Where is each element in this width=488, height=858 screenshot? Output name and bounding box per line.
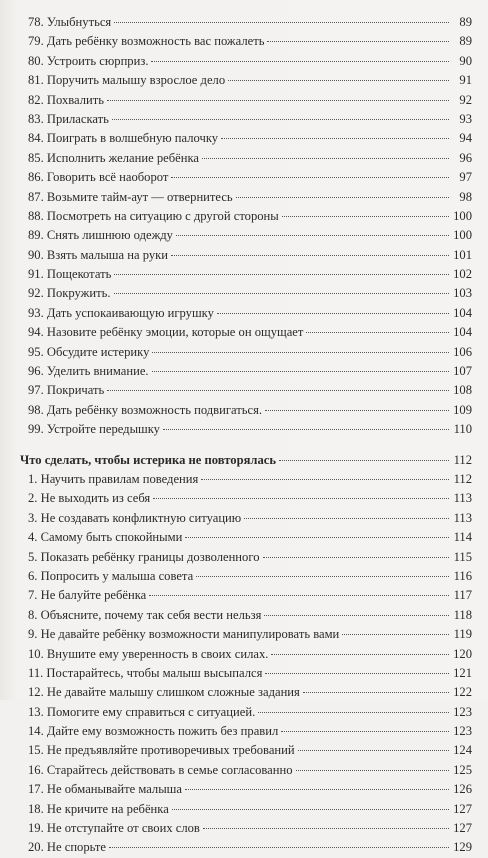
dot-leader [217,312,449,314]
toc-entry [20,362,472,381]
section-page-number: 112 [453,452,472,467]
toc-entry [20,420,472,439]
dot-leader [267,40,449,42]
toc-entry [20,645,472,664]
toc-entry-page-number: 103 [453,286,472,301]
toc-entry-page-number: 119 [453,627,472,642]
toc-entry-title: 99. Устройте передышку [28,422,160,437]
toc-entry [20,722,472,741]
toc-entry-title: 15. Не предъявляйте противоречивых требований [28,743,295,758]
toc-entry-title: 87. Возьмите тайм-аут — отвернитесь [28,189,233,204]
dot-leader [114,273,449,275]
toc-entry [20,323,472,342]
dot-leader [196,575,449,577]
toc-entry-title: 3. Не создавать конфликтную ситуацию [28,510,242,525]
toc-entry-title: 80. Устроить сюрприз. [28,53,149,68]
cropped-page-number [214,692,264,700]
toc-entry-page-number: 90 [459,53,472,68]
toc-entry-page-number: 92 [459,92,472,107]
dot-leader [151,60,449,62]
section-gap [20,440,472,451]
toc-entry-page-number: 113 [453,510,472,525]
toc-entry-page-number: 102 [453,267,472,282]
dot-leader [202,157,449,159]
dot-leader [185,788,449,790]
toc-entry [20,567,472,586]
toc-entry-page-number: 97 [459,170,472,185]
toc-entry-title: 97. Покричать [28,383,105,398]
toc-entry-title: 79. Дать ребёнку возможность вас пожалеть [28,34,265,49]
toc-entry-title: 6. Попросить у малыша совета [28,568,194,583]
toc-entry-page-number: 104 [453,325,472,340]
toc-entry [20,246,472,265]
toc-entry-title: 96. Уделить внимание. [28,364,149,379]
dot-leader [114,292,450,294]
toc-entry-page-number: 106 [453,344,472,359]
section-title: Что сделать, чтобы истерика не повторялась [20,452,276,467]
dot-leader [176,234,449,236]
toc-entry-title: 14. Дайте ему возможность пожить без правил [28,724,279,739]
toc-entry [20,207,472,226]
dot-leader [114,21,449,23]
dot-leader [279,459,449,461]
toc-entry [20,91,472,110]
toc-entry-title: 85. Исполнить желание ребёнка [28,150,199,165]
toc-entry-title: 2. Не выходить из себя [28,491,151,506]
toc-entry-page-number: 126 [453,782,472,797]
toc-list-part2 [20,470,472,858]
toc-entry-page-number: 129 [453,840,472,855]
toc-entry [20,129,472,148]
toc-entry-page-number: 117 [453,588,472,603]
toc-entry-page-number: 116 [453,568,472,583]
toc-entry [20,800,472,819]
dot-leader [281,730,449,732]
toc-entry-page-number: 123 [453,724,472,739]
toc-entry [20,188,472,207]
toc-entry-title: 5. Показать ребёнку границы дозволенного [28,549,260,564]
toc-section-heading [20,451,472,470]
toc-entry-page-number: 94 [459,131,472,146]
toc-entry-title: 20. Не спорьте [28,840,107,855]
toc-entry-page-number: 89 [459,15,472,29]
toc-entry-title: 98. Дать ребёнку возможность подвигаться. [28,402,263,417]
toc-entry [20,586,472,605]
toc-entry [20,381,472,400]
dot-leader [107,389,449,391]
dot-leader [185,536,449,538]
dot-leader [342,633,449,635]
toc-entry-page-number: 127 [453,801,472,816]
toc-entry [20,819,472,838]
toc-entry [20,664,472,683]
toc-entry-page-number: 89 [459,34,472,49]
toc-entry-title: 81. Поручить малышу взрослое дело [28,73,226,88]
dot-leader [265,409,449,411]
toc-entry-title: 88. Посмотреть на ситуацию с другой стороны [28,208,279,223]
dot-leader [228,79,449,81]
dot-leader [271,653,449,655]
dot-leader [152,370,449,372]
toc-entry-page-number: 113 [453,491,472,506]
toc-entry [20,71,472,90]
dot-leader [298,749,449,751]
toc-entry-page-number: 96 [459,150,472,165]
toc-entry-title: 83. Приласкать [28,111,109,126]
toc-entry-title: 95. Обсудите истерику [28,344,150,359]
toc-entry-title: 93. Дать успокаивающую игрушку [28,305,214,320]
dot-leader [149,594,449,596]
toc-entry-title: 10. Внушите ему уверенность в своих силах. [28,646,269,661]
dot-leader [282,215,449,217]
toc-entry-page-number: 112 [453,471,472,486]
toc-entry [20,548,472,567]
toc-entry [20,741,472,760]
toc-entry-page-number: 114 [453,530,472,545]
toc-entry-title: 78. Улыбнуться [28,15,112,29]
dot-leader [221,137,449,139]
dot-leader [263,556,450,558]
toc-entry [20,343,472,362]
toc-entry [20,149,472,168]
toc-entry-page-number: 115 [453,549,472,564]
toc-entry-page-number: 124 [453,743,472,758]
toc-entry-title: 17. Не обманывайте малыша [28,782,182,797]
toc-entry-page-number: 121 [453,665,472,680]
dot-leader [244,517,449,519]
toc-entry-page-number: 110 [453,422,472,437]
toc-entry [20,226,472,245]
dot-leader [303,691,449,693]
toc-entry-page-number: 125 [453,762,472,777]
toc-entry-title: 9. Не давайте ребёнку возможности манипулировать вами [28,627,340,642]
toc-entry-page-number: 101 [453,247,472,262]
toc-entry [20,489,472,508]
toc-entry [20,168,472,187]
toc-entry-title: 11. Постарайтесь, чтобы малыш высыпался [28,665,263,680]
toc-entry-page-number: 122 [453,685,472,700]
toc-entry-title: 84. Поиграть в волшебную палочку [28,131,219,146]
toc-entry-title: 8. Объясните, почему так себя вести нельзя [28,607,262,622]
toc-entry-title: 19. Не отступайте от своих слов [28,821,200,836]
toc-entry-page-number: 127 [453,821,472,836]
toc-entry [20,110,472,129]
dot-leader [203,827,449,829]
toc-entry-page-number: 100 [453,208,472,223]
dot-leader [236,196,449,198]
toc-entry-title: 4. Самому быть спокойными [28,530,183,545]
toc-entry-page-number: 100 [453,228,472,243]
toc-entry-title: 90. Взять малыша на руки [28,247,168,262]
toc-entry-title: 92. Покружить. [28,286,111,301]
dot-leader [296,769,449,771]
toc-entry [20,401,472,420]
toc-entry-title: 86. Говорить всё наоборот [28,170,169,185]
dot-leader [201,478,449,480]
toc-entry-page-number: 123 [453,704,472,719]
toc-entry-title: 82. Похвалить [28,92,105,107]
toc-entry-page-number: 107 [453,364,472,379]
toc-entry-page-number: 120 [453,646,472,661]
toc-entry [20,265,472,284]
dot-leader [152,351,449,353]
toc-entry [20,625,472,644]
toc-entry-title: 7. Не балуйте ребёнка [28,588,147,603]
dot-leader [112,118,449,120]
toc-entry-title: 18. Не кричите на ребёнка [28,801,169,816]
toc-entry-page-number: 108 [453,383,472,398]
toc-entry-page-number: 91 [459,73,472,88]
toc-entry [20,780,472,799]
toc-entry [20,304,472,323]
toc-entry-title: 13. Помогите ему справиться с ситуацией. [28,704,256,719]
toc-entry [20,606,472,625]
dot-leader [172,808,449,810]
toc-entry-page-number: 109 [453,402,472,417]
dot-leader [171,176,449,178]
toc-entry-page-number: 93 [459,111,472,126]
toc-list-part1 [20,13,472,440]
dot-leader [163,428,449,430]
toc-entry-title: 91. Пощекотать [28,267,112,282]
table-of-contents [20,13,472,858]
toc-entry-page-number: 118 [453,607,472,622]
toc-entry [20,470,472,489]
dot-leader [107,99,449,101]
toc-entry-title: 12. Не давайте малышу слишком сложные задания [28,685,300,700]
toc-entry-page-number: 104 [453,305,472,320]
toc-entry-title: 16. Старайтесь действовать в семье согласованно [28,762,293,777]
toc-entry-page-number: 98 [459,189,472,204]
toc-entry [20,32,472,51]
dot-leader [258,711,449,713]
dot-leader [264,614,449,616]
toc-entry-title: 1. Научить правилам поведения [28,471,199,486]
dot-leader [109,846,449,848]
toc-entry [20,761,472,780]
dot-leader [265,672,449,674]
toc-entry-title: 89. Снять лишнюю одежду [28,228,173,243]
toc-entry-title: 94. Назовите ребёнку эмоции, которые он ощущает [28,325,304,340]
toc-entry [20,838,472,857]
toc-entry [20,528,472,547]
toc-entry [20,703,472,722]
toc-entry [20,509,472,528]
toc-entry [20,52,472,71]
dot-leader [153,497,449,499]
toc-entry [20,284,472,303]
dot-leader [171,254,449,256]
dot-leader [306,331,449,333]
toc-entry [20,13,472,32]
